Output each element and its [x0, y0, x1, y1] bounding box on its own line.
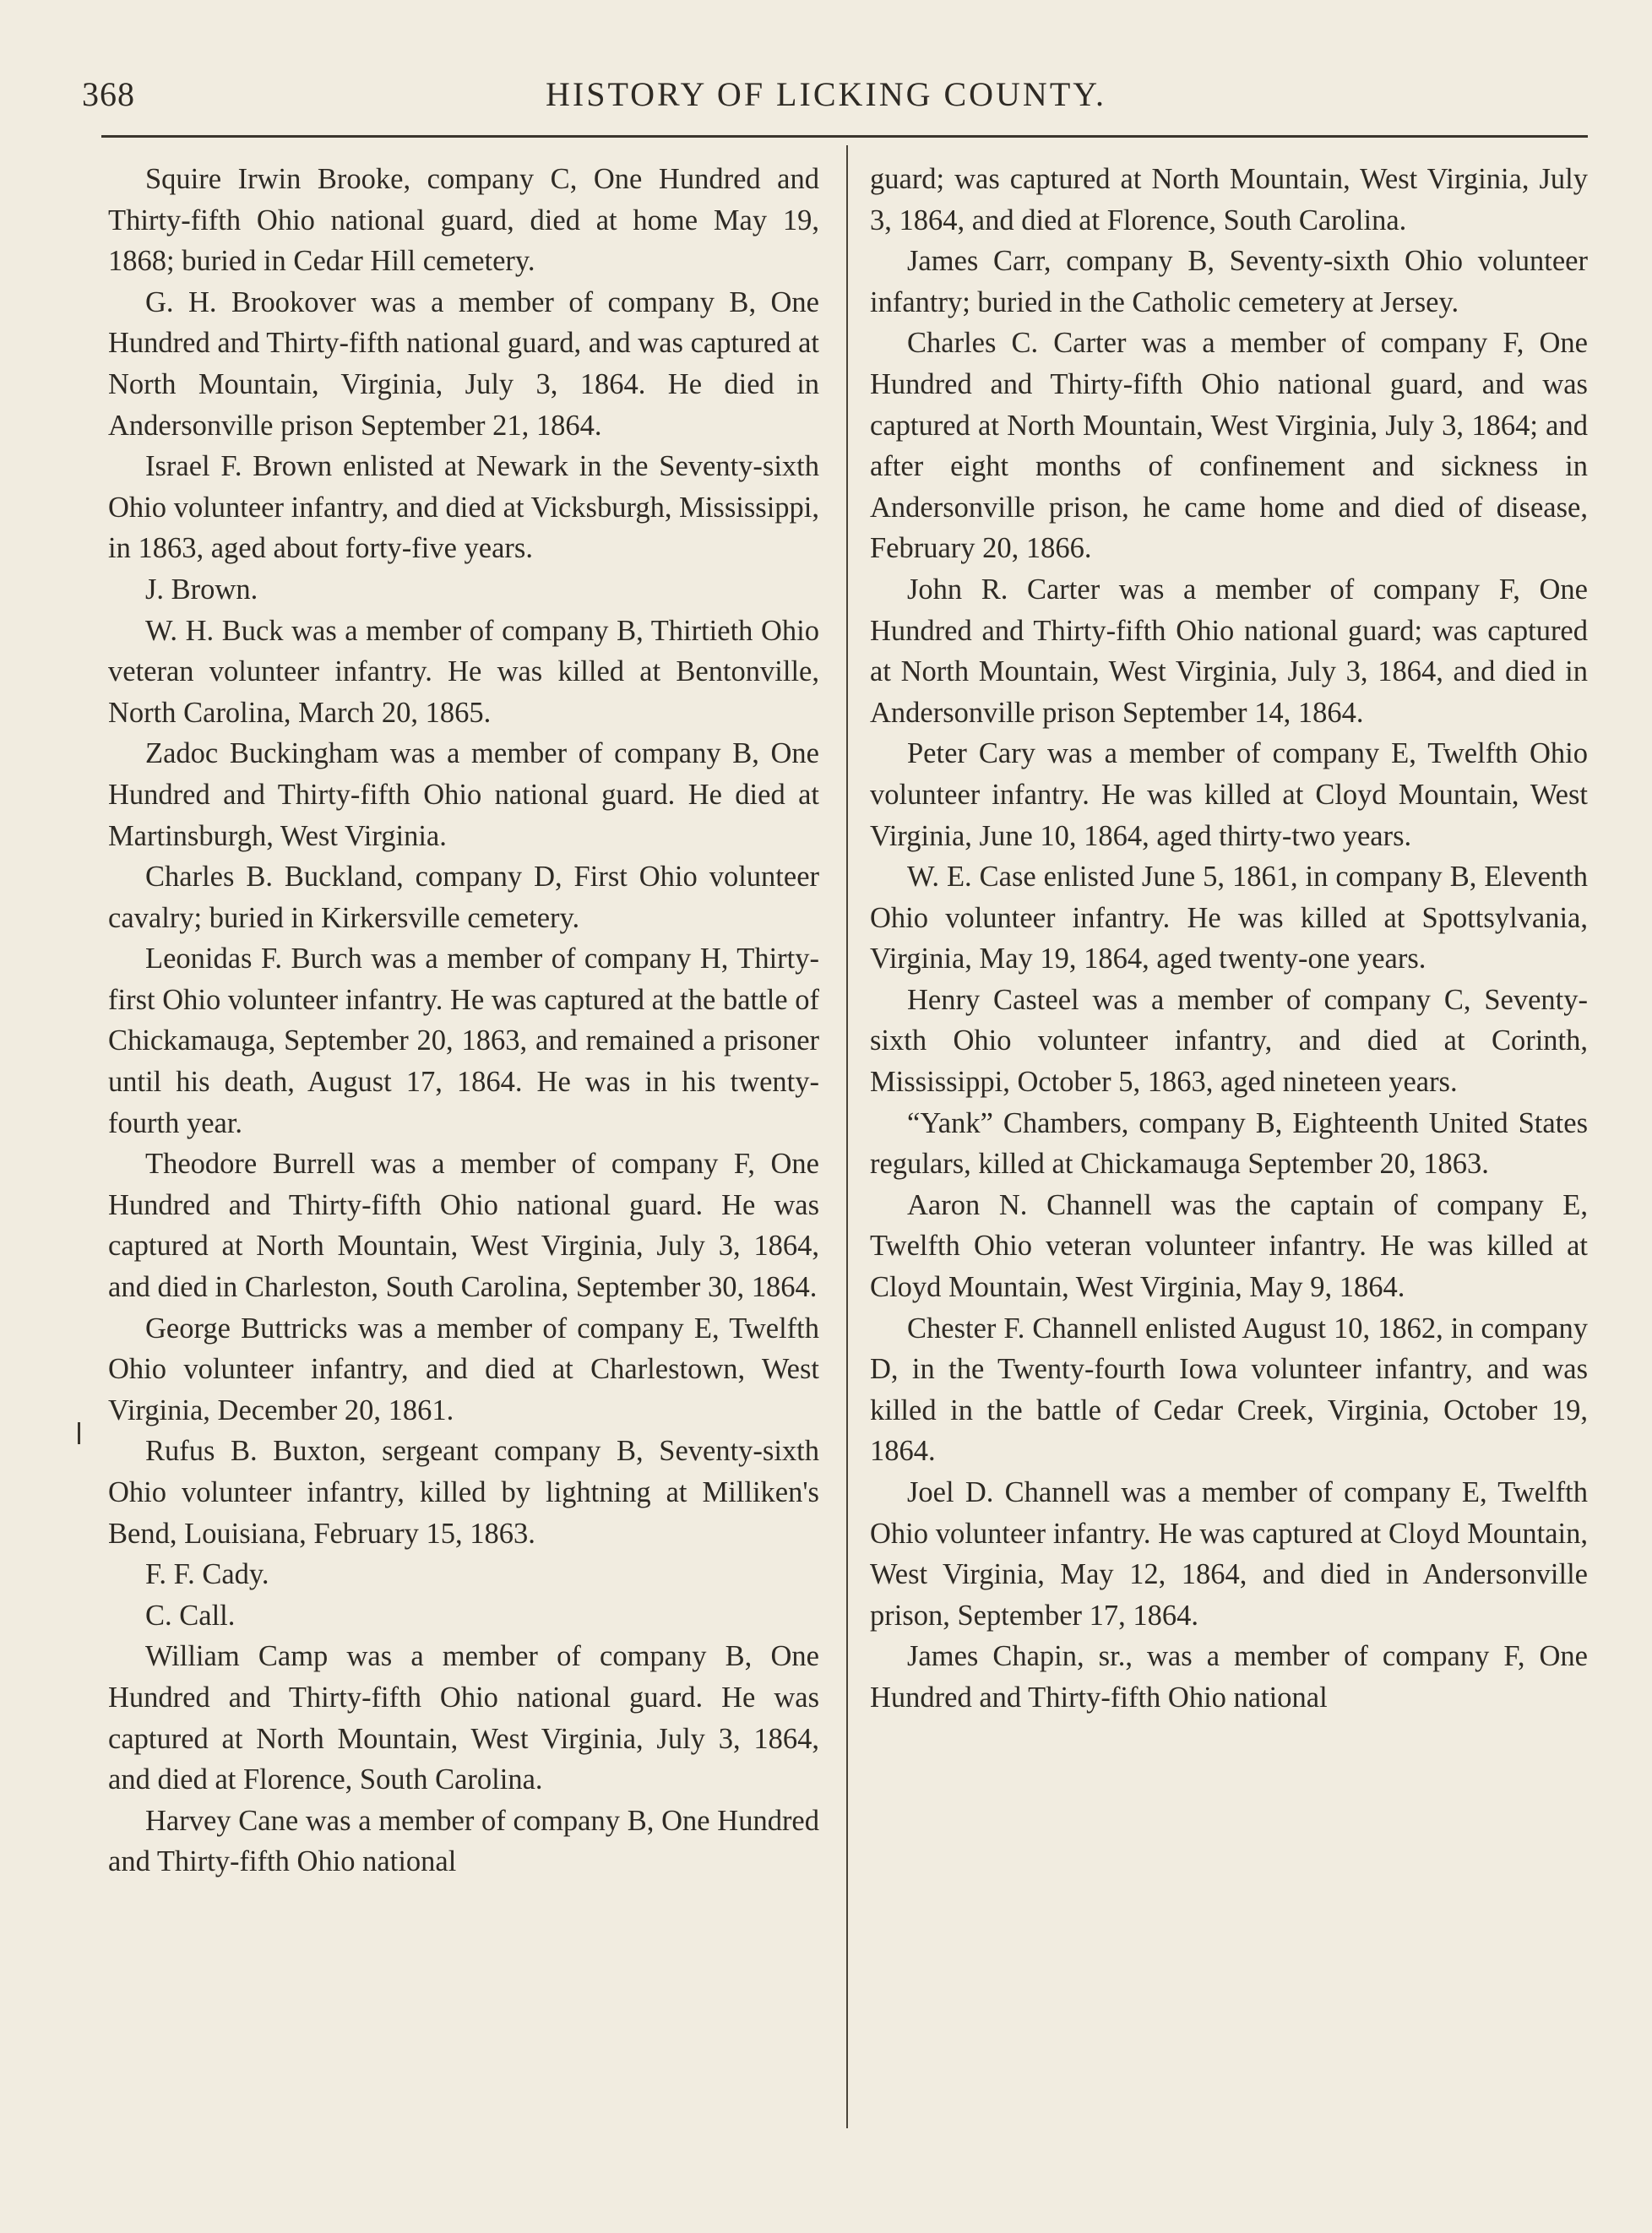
- entry-peter-cary: Peter Cary was a member of company E, Twelfth Ohio volunteer infantry. He was killed at Cloyd Mountain, West Virginia, June 10, 1864, aged thirty-two years.: [870, 737, 1588, 852]
- entry-rufus-b-buxton: Rufus B. Buxton, sergeant company B, Seventy-sixth Ohio volunteer infantry, killed by lightning at Milliken's Bend, Louisiana, February 15, 1863.: [108, 1435, 819, 1550]
- page-number: 368: [82, 75, 135, 113]
- entry-james-carr: James Carr, company B, Seventy-sixth Ohio volunteer infantry; buried in the Catholic cemetery at Jersey.: [870, 245, 1588, 318]
- entry-aaron-n-channell: Aaron N. Channell was the captain of company E, Twelfth Ohio veteran volunteer infantry. He was killed at Cloyd Mountain, West Virginia, May 9, 1864.: [870, 1188, 1588, 1304]
- entry-c-call: C. Call.: [145, 1599, 236, 1632]
- entry-theodore-burrell: Theodore Burrell was a member of company F, One Hundred and Thirty-fifth Ohio national guard. He was captured at North Mountain, West Virginia, July 3, 1864, and died in Charleston, South Carolina, September 30, 1864.: [108, 1148, 819, 1304]
- entry-f-f-cady: F. F. Cady.: [145, 1558, 269, 1591]
- entry-j-brown: J. Brown.: [145, 573, 258, 606]
- entry-john-r-carter: John R. Carter was a member of company F, One Hundred and Thirty-fifth Ohio national guard; was captured at North Mountain, West Virginia, July 3, 1864, and died in Andersonville prison September 14, 1864.: [870, 573, 1588, 729]
- entry-chester-f-channell: Chester F. Channell enlisted August 10, 1862, in company D, in the Twenty-fourth Iowa volunteer infantry, and was killed in the battle of Cedar Creek, Virginia, October 19, 1864.: [870, 1312, 1588, 1468]
- entry-w-h-buck: W. H. Buck was a member of company B, Thirtieth Ohio veteran volunteer infantry. He was killed at Bentonville, North Carolina, March 20, 1865.: [108, 614, 819, 729]
- entry-joel-d-channell: Joel D. Channell was a member of company E, Twelfth Ohio volunteer infantry. He was captured at Cloyd Mountain, West Virginia, May 12, 1864, and died in Andersonville prison, September 17, 1864.: [870, 1476, 1588, 1632]
- entry-w-e-case: W. E. Case enlisted June 5, 1861, in company B, Eleventh Ohio volunteer infantry. He was killed at Spottsylvania, Virginia, May 19, 1864, aged twenty-one years.: [870, 861, 1588, 975]
- running-head-title: HISTORY OF LICKING COUNTY.: [546, 75, 1106, 113]
- entry-henry-casteel: Henry Casteel was a member of company C, Seventy-sixth Ohio volunteer infantry, and died at Corinth, Mississippi, October 5, 1863, aged nineteen years.: [870, 983, 1588, 1099]
- entry-leonidas-f-burch: Leonidas F. Burch was a member of company H, Thirty-first Ohio volunteer infantry. He was captured at the battle of Chickamauga, September 20, 1863, and remained a prisoner until his death, August 17, 1864. He was in his twenty-fourth year.: [108, 943, 819, 1139]
- entry-william-camp: William Camp was a member of company B, One Hundred and Thirty-fifth Ohio national guard. He was captured at North Mountain, West Virginia, July 3, 1864, and died at Florence, South Carolina.: [108, 1640, 819, 1796]
- entry-squire-irwin-brooke: Squire Irwin Brooke, company C, One Hundred and Thirty-fifth Ohio national guard, died at home May 19, 1868; buried in Cedar Hill cemetery.: [108, 163, 819, 278]
- entry-james-chapin-sr: James Chapin, sr., was a member of company F, One Hundred and Thirty-fifth Ohio national: [870, 1640, 1588, 1714]
- entry-harvey-cane-continued: guard; was captured at North Mountain, West Virginia, July 3, 1864, and died at Florence, South Carolina.: [870, 163, 1588, 236]
- entry-charles-b-buckland: Charles B. Buckland, company D, First Ohio volunteer cavalry; buried in Kirkersville cemetery.: [108, 861, 819, 934]
- right-column: [870, 159, 1588, 2135]
- header-rule: [101, 135, 1588, 138]
- entry-harvey-cane: Harvey Cane was a member of company B, One Hundred and Thirty-fifth Ohio national: [108, 1804, 819, 1878]
- column-divider: [846, 145, 848, 2128]
- entry-zadoc-buckingham: Zadoc Buckingham was a member of company B, One Hundred and Thirty-fifth Ohio national guard. He died at Martinsburgh, West Virginia.: [108, 737, 819, 852]
- entry-g-h-brookover: G. H. Brookover was a member of company B, One Hundred and Thirty-fifth national guard, and was captured at North Mountain, Virginia, July 3, 1864. He died in Andersonville prison September 21, 1864.: [108, 285, 819, 442]
- entry-yank-chambers: “Yank” Chambers, company B, Eighteenth United States regulars, killed at Chickamauga September 20, 1863.: [870, 1106, 1588, 1181]
- margin-mark: [78, 1422, 80, 1444]
- entry-charles-c-carter: Charles C. Carter was a member of company F, One Hundred and Thirty-fifth Ohio national guard, and was captured at North Mountain, West Virginia, July 3, 1864; and after eight months of confinement and sickness in Andersonville prison, he came home and died of disease, February 20, 1866.: [870, 327, 1588, 565]
- left-column: [108, 159, 819, 2135]
- entry-israel-f-brown: Israel F. Brown enlisted at Newark in the Seventy-sixth Ohio volunteer infantry, and died at Vicksburgh, Mississippi, in 1863, aged about forty-five years.: [108, 450, 819, 565]
- entry-george-buttricks: George Buttricks was a member of company E, Twelfth Ohio volunteer infantry, and died at Charlestown, West Virginia, December 20, 1861.: [108, 1312, 819, 1426]
